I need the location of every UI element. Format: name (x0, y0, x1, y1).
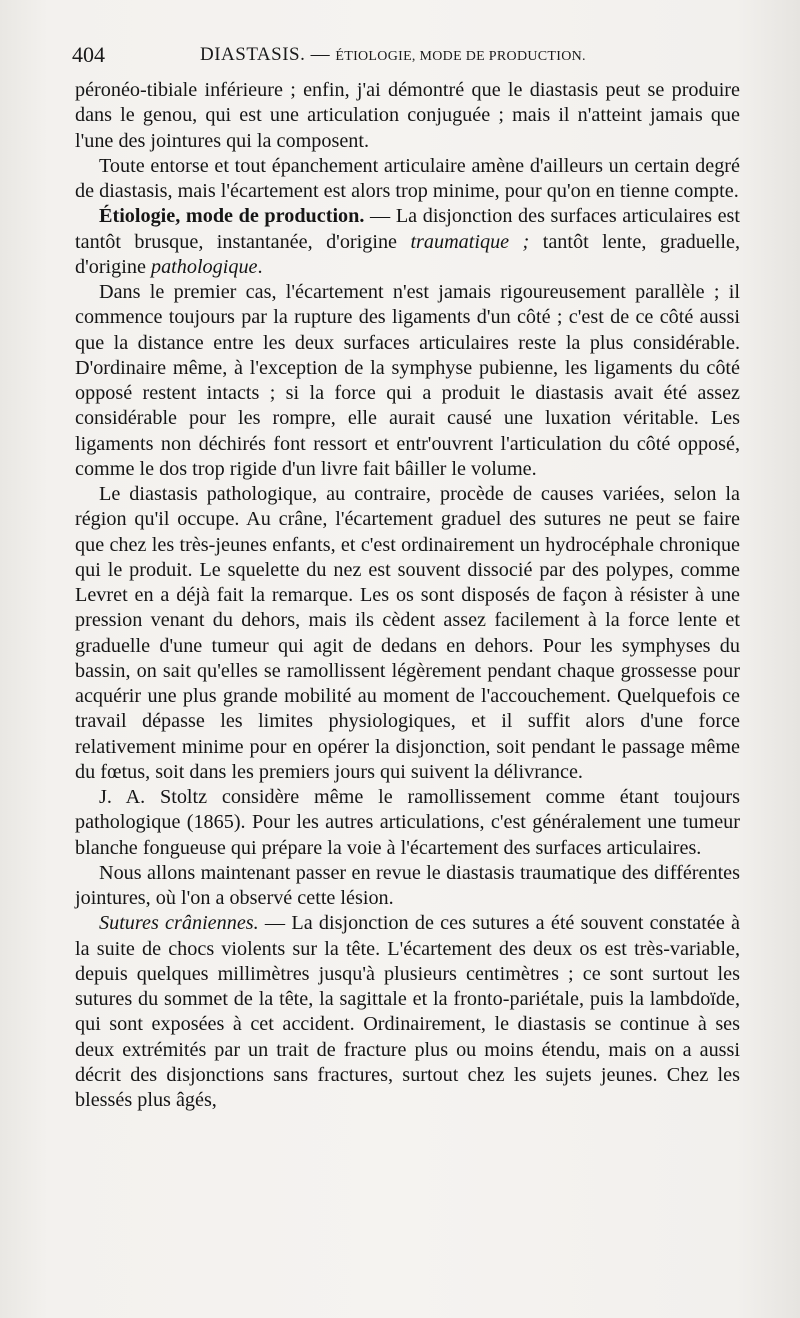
running-header (72, 42, 742, 72)
section-heading-etiologie: Étiologie, mode de production. (99, 205, 365, 228)
paragraph-3-text-c: . (257, 255, 263, 278)
running-title (200, 44, 586, 66)
page-number: 404 (72, 42, 105, 67)
paragraph-2: Toute entorse et tout épanchement articulaire amène d'ailleurs un certain degré de diastasis, mais l'écartement est alors trop minime, pour qu'on en tienne compte. (75, 154, 740, 202)
paragraph-3-text-b: tantôt lente, graduelle, d'origine (75, 230, 740, 278)
paragraph-3 (75, 204, 740, 280)
paragraph-4: Dans le premier cas, l'écartement n'est jamais rigoureusement parallèle ; il commence toujours par la rupture des ligaments d'un côté ; c'est de ce côté aussi que la distance entre les deux surfaces articulaires reste la plus considérable. D'ordinaire même, à l'exception de la symphyse pubienne, les ligaments du côté opposé restent intacts ; si la force qui a produit le diastasis avait été assez considérable pour les rompre, elle aurait causé une luxation véritable. Les ligaments non déchirés font ressort et entr'ouvrent l'articulation du côté opposé, comme le dos trop rigide d'un livre fait bâiller le volume. (75, 281, 740, 480)
body-text (75, 78, 740, 1113)
paragraph-8 (75, 911, 740, 1113)
running-title-separator: — (305, 44, 336, 65)
paragraph-1: péronéo-tibiale inférieure ; enfin, j'ai démontré que le diastasis peut se produire dans le genou, qui est une articulation conjuguée ; mais il n'atteint jamais que l'une des jointures qui la composent. (75, 79, 740, 152)
paragraph-3-text-a: — La disjonction des surfaces articulaires est tantôt brusque, instantanée, d'origine (75, 205, 740, 253)
paragraph-7: Nous allons maintenant passer en revue le diastasis traumatique des différentes jointures, où l'on a observé cette lésion. (75, 861, 740, 909)
running-title-sub: ÉTIOLOGIE, MODE DE PRODUCTION. (335, 49, 586, 64)
paragraph-8-text: — La disjonction de ces sutures a été souvent constatée à la suite de chocs violents sur la tête. L'écartement des deux os est très-variable, depuis quelques millimètres jusqu'à plusieurs centimètres ; ce sont surtout les sutures du sommet de la tête, la sagittale et la fronto-pariétale, puis la lambdoïde, qui sont exposées à cet accident. Ordinairement, le diastasis se continue à ses deux extrémités par un trait de fracture plus ou moins étendu, mais on a aussi décrit des disjonctions sans fractures, surtout chez les sujets jeunes. Chez les blessés plus âgés, (75, 912, 740, 1111)
paragraph-3-italic-traumatique: traumatique ; (410, 230, 530, 253)
paragraph-5: Le diastasis pathologique, au contraire, procède de causes variées, selon la région qu'il occupe. Au crâne, l'écartement graduel des sutures ne peut se faire que chez les très-jeunes enfants, et c'est ordinairement un hydrocéphale chronique qui le produit. Le squelette du nez est souvent dissocié par des polypes, comme Levret en a déjà fait la remarque. Les os sont disposés de façon à résister à une pression venant du dehors, mais ils cèdent assez facilement à la force lente et graduelle d'une tumeur qui agit de dedans en dehors. Pour les symphyses du bassin, on sait qu'elles se ramollissent légèrement pendant chaque grossesse pour acquérir une plus grande mobilité au moment de l'accouchement. Quelquefois ce travail dépasse les limites physiologiques, et il suffit alors d'une force relativement minime pour en opérer la disjonction, soit pendant le passage même du fœtus, soit dans les premiers jours qui suivent la délivrance. (75, 483, 740, 783)
section-heading-sutures: Sutures crâniennes. (99, 912, 259, 935)
paragraph-6: J. A. Stoltz considère même le ramollissement comme étant toujours pathologique (1865). Pour les autres articulations, c'est généralement une tumeur blanche fongueuse qui prépare la voie à l'écartement des surfaces articulaires. (75, 786, 740, 859)
running-title-main: DIASTASIS. (200, 44, 306, 65)
paragraph-3-italic-pathologique: pathologique (150, 255, 258, 278)
